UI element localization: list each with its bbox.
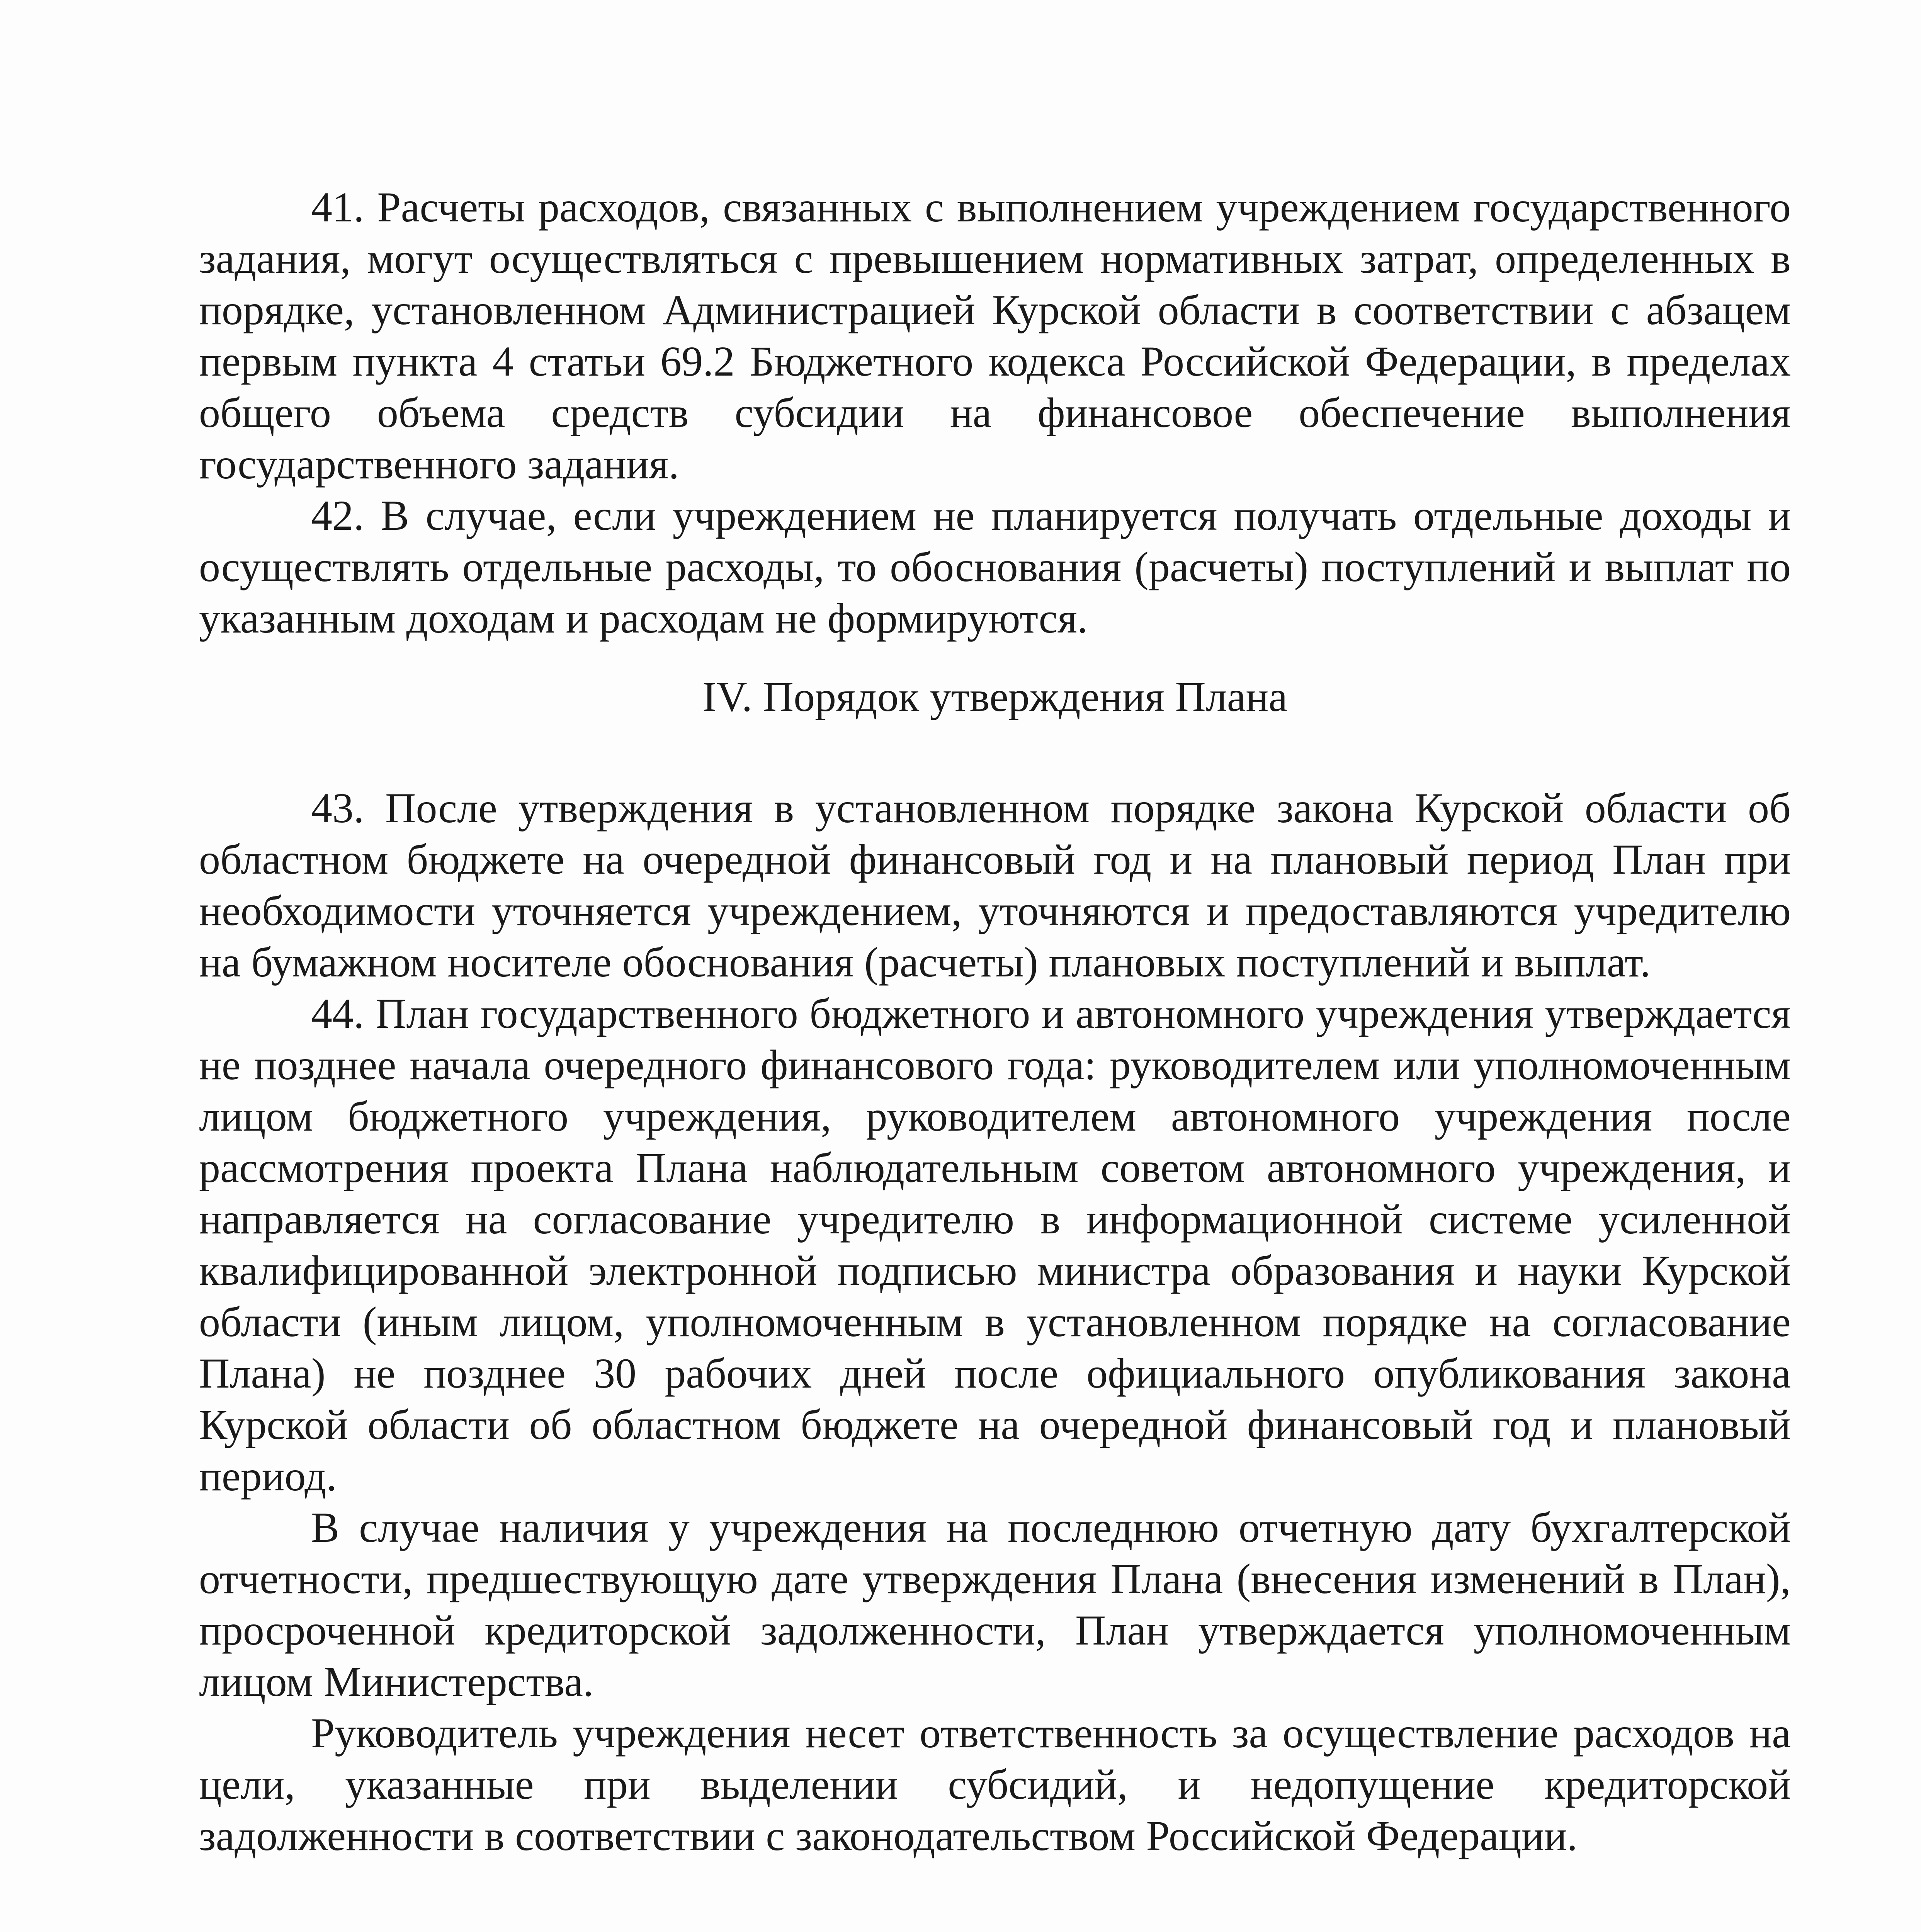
paragraph-43: 43. После утверждения в установленном порядке закона Курской области об областном бюджете на очередной финансовый год и на плановый период План при необходимости уточняется учреждением, уточняются и предоставляются учредителю на бумажном носителе обоснования (расчеты) плановых поступлений и выплат. [199,784,1791,986]
paragraph-responsibility: Руководитель учреждения несет ответственность за осуществление расходов на цели, указанные при выделении субсидий, и недопущение кредиторской задолженности в соответствии с законодательством Российской Федерации. [199,1709,1791,1859]
document-body [199,182,1791,1862]
paragraph-44: 44. План государственного бюджетного и автономного учреждения утверждается не позднее начала очередного финансового года: руководителем или уполномоченным лицом бюджетного учреждения, руководителем автономного учреждения после рассмотрения проекта Плана наблюдательным советом автономного учреждения, и направляется на согласование учредителю в информационной системе усиленной квалифицированной электронной подписью министра образования и науки Курской области (иным лицом, уполномоченным в установленном порядке на согласование Плана) не позднее 30 рабочих дней после официального опубликования закона Курской области об областном бюджете на очередной финансовый год и плановый период. [199,990,1791,1500]
paragraph-41: 41. Расчеты расходов, связанных с выполнением учреждением государственного задания, могут осуществляться с превышением нормативных затрат, определенных в порядке, установленном Администрацией Курской области в соответствии с абзацем первым пункта 4 статьи 69.2 Бюджетного кодекса Российской Федерации, в пределах общего объема средств субсидии на финансовое обеспечение выполнения государственного задания. [199,184,1791,488]
paragraph-overdue-debt: В случае наличия у учреждения на последнюю отчетную дату бухгалтерской отчетности, предшествующую дате утверждения Плана (внесения изменений в План), просроченной кредиторской задолженности, План утверждается уполномоченным лицом Министерства. [199,1504,1791,1705]
paragraph-42: 42. В случае, если учреждением не планируется получать отдельные доходы и осуществлять отдельные расходы, то обоснования (расчеты) поступлений и выплат по указанным доходам и расходам не формируются. [199,492,1791,642]
section-heading: IV. Порядок утверждения Плана [702,673,1288,720]
